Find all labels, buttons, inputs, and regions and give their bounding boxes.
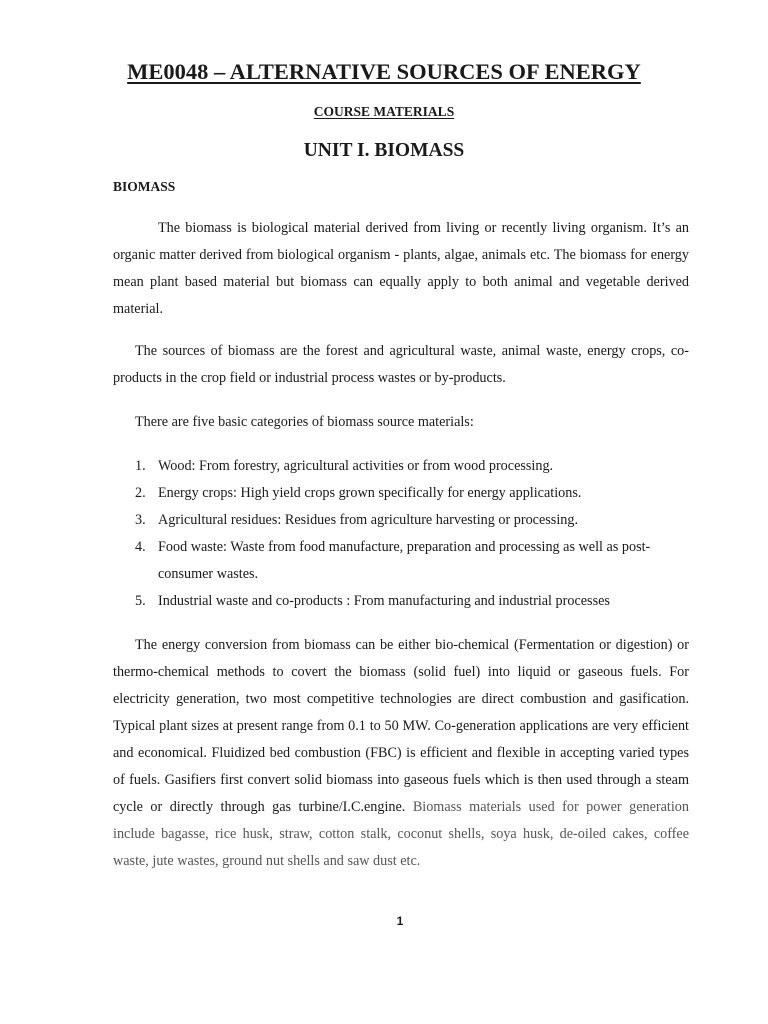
paragraph-definition: The biomass is biological material derived from living or recently living organism. It’s an organic matter derived from biological organism - plants, algae, animals etc. The biomass for energy mean plant based material but biomass can equally apply to both animal and vegetable derived material.	[113, 220, 689, 317]
paragraph-categories-intro: There are five basic categories of biomass source materials:	[135, 414, 474, 430]
document-subtitle	[0, 103, 768, 121]
list-item-text: Industrial waste and co-products : From manufacturing and industrial processes	[158, 593, 610, 609]
categories-list	[113, 453, 689, 615]
unit-heading: UNIT I. BIOMASS	[303, 140, 465, 161]
list-item-number: 4.	[135, 539, 146, 555]
paragraph-energy-conversion-materials: Biomass materials used for power generation include bagasse, rice husk, straw, cotton stalk, coconut shells, soya husk, de-oiled cakes, coffee waste, jute wastes, ground nut shells and saw dust etc.	[113, 799, 689, 869]
section-heading: BIOMASS	[113, 179, 176, 194]
document-title	[0, 58, 768, 86]
list-item-text: Agricultural residues: Residues from agriculture harvesting or processing.	[158, 512, 578, 528]
list-item-text: Energy crops: High yield crops grown specifically for energy applications.	[158, 485, 582, 501]
list-item	[113, 507, 689, 534]
document-subtitle-text: COURSE MATERIALS	[313, 104, 455, 119]
paragraph-energy-conversion	[113, 632, 689, 875]
paragraph-sources: The sources of biomass are the forest and agricultural waste, animal waste, energy crops, co-products in the crop field or industrial process wastes or by-products.	[113, 343, 689, 386]
list-item	[113, 480, 689, 507]
list-item-number: 2.	[135, 485, 146, 501]
list-item	[113, 534, 689, 588]
paragraph-energy-conversion-main: The energy conversion from biomass can be either bio-chemical (Fermentation or digestion) or thermo-chemical methods to covert the biomass (solid fuel) into liquid or gaseous fuels. For electricity generation, two most competitive technologies are direct combustion and gasification. Typical plant sizes at present range from 0.1 to 50 MW. Co-generation applications are very efficient and economical. Fluidized bed combustion (FBC) is efficient and flexible in accepting varied types of fuels. Gasifiers first convert solid biomass into gaseous fuels which is then used through a steam cycle or directly through gas turbine/I.C.engine.	[113, 637, 689, 815]
list-item-number: 1.	[135, 458, 146, 474]
list-item-number: 5.	[135, 593, 146, 609]
list-item-text: Food waste: Waste from food manufacture, preparation and processing as well as post-consumer wastes.	[158, 539, 651, 582]
list-item-text: Wood: From forestry, agricultural activities or from wood processing.	[158, 458, 554, 474]
document-title-text: ME0048 – ALTERNATIVE SOURCES OF ENERGY	[127, 59, 641, 84]
list-item	[113, 588, 689, 615]
page-number: 1	[396, 914, 404, 928]
list-item-number: 3.	[135, 512, 146, 528]
list-item	[113, 453, 689, 480]
